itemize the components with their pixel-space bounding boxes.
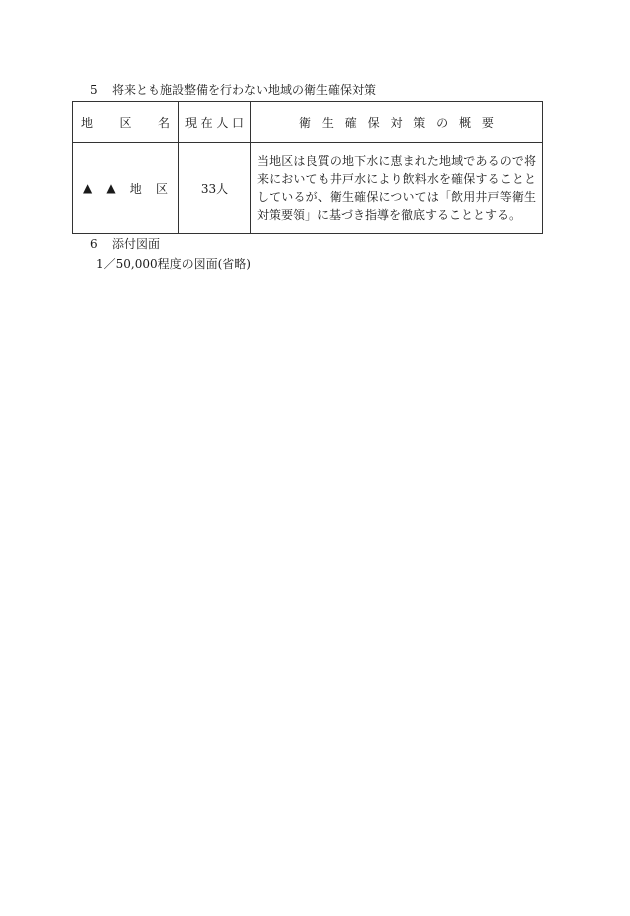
header-area-char: 名 bbox=[157, 115, 170, 130]
header-summary-char: 概 bbox=[459, 115, 472, 130]
table-row bbox=[73, 143, 543, 234]
area-char: 地 bbox=[129, 181, 142, 196]
header-summary-char: 要 bbox=[481, 115, 494, 130]
header-summary-char: の bbox=[436, 115, 449, 130]
section-6-number: 6 bbox=[90, 237, 98, 251]
header-summary-char: 保 bbox=[367, 115, 380, 130]
header-area-char: 地 bbox=[81, 115, 94, 130]
area-char: 区 bbox=[155, 181, 168, 196]
section-5-number: 5 bbox=[90, 83, 98, 97]
cell-summary: 当地区は良質の地下水に恵まれた地域であるので将来においても井戸水により飲料水を確保することとしているが、衛生確保については「飲用井戸等衛生対策要領」に基づき指導を徹底することとする。 bbox=[251, 143, 543, 234]
header-area-char: 区 bbox=[119, 115, 132, 130]
area-char: ▲ bbox=[106, 181, 116, 195]
header-population-char: 現 bbox=[185, 115, 198, 130]
header-population-char: 在 bbox=[200, 115, 213, 130]
header-population bbox=[179, 102, 251, 143]
section-6-title: 添付図面 bbox=[112, 237, 161, 251]
header-summary-char: 対 bbox=[390, 115, 403, 130]
section-5-title: 将来とも施設整備を行わない地域の衛生確保対策 bbox=[112, 83, 377, 97]
section-6-heading bbox=[90, 236, 160, 252]
attached-drawing-note: 1／50,000程度の図面(省略) bbox=[96, 257, 251, 271]
header-summary-char: 策 bbox=[413, 115, 426, 130]
cell-area-name bbox=[73, 143, 179, 234]
sanitation-measures-table bbox=[72, 101, 543, 234]
table-header-row bbox=[73, 102, 543, 143]
area-char: ▲ bbox=[83, 181, 93, 195]
header-summary-char: 確 bbox=[344, 115, 357, 130]
header-summary-char: 衛 bbox=[299, 115, 312, 130]
header-summary bbox=[251, 102, 543, 143]
header-population-char: 口 bbox=[231, 115, 244, 130]
header-area-name bbox=[73, 102, 179, 143]
header-summary-char: 生 bbox=[321, 115, 334, 130]
section-5-heading bbox=[90, 82, 376, 98]
header-population-char: 人 bbox=[216, 115, 229, 130]
cell-population: 33人 bbox=[179, 143, 251, 234]
